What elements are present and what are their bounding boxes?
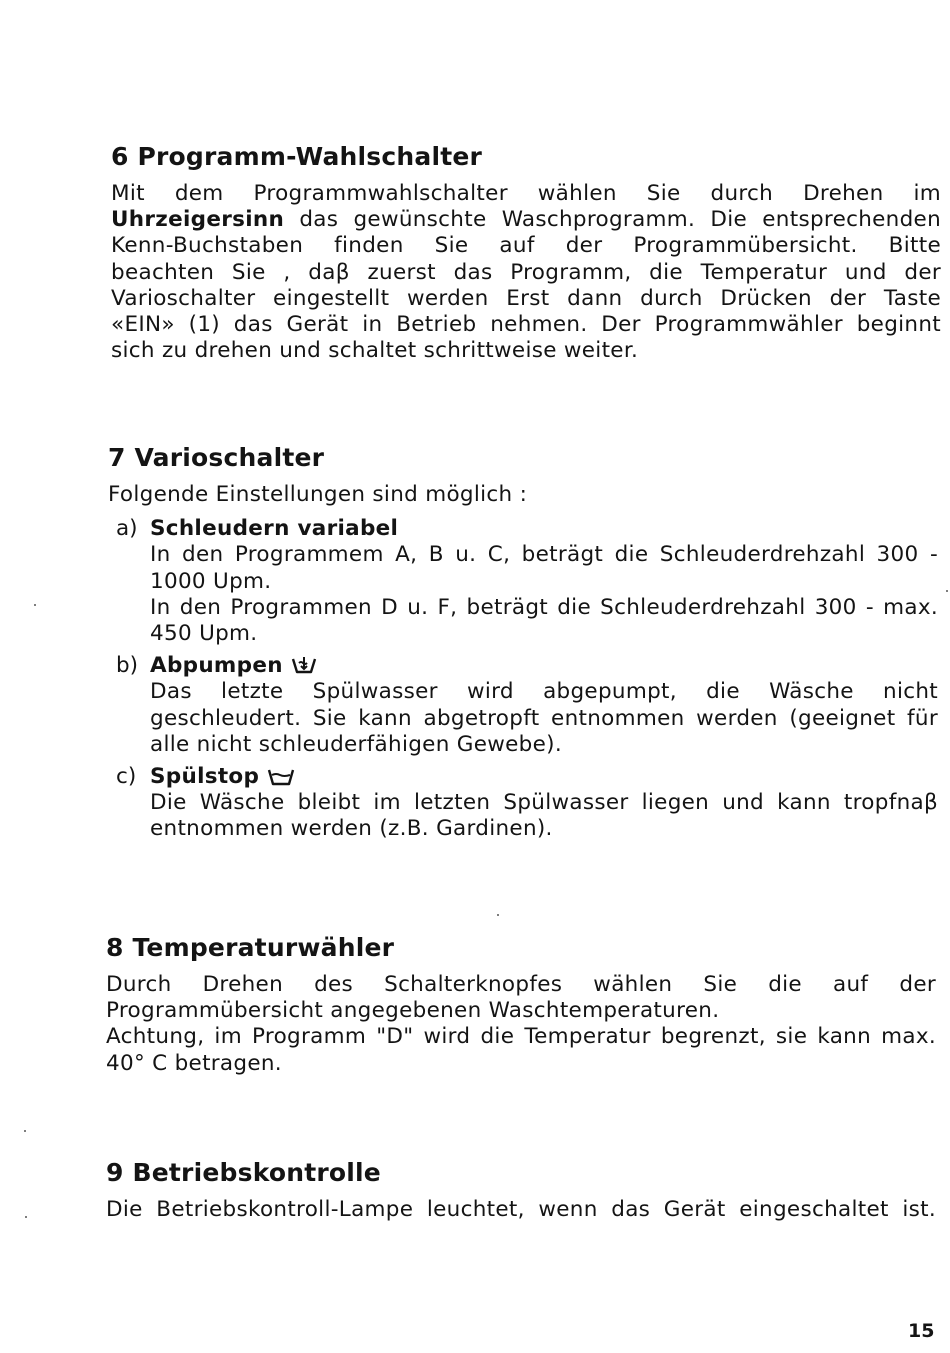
section-temperaturwaehler — [106, 932, 936, 1077]
text-line: «EIN» (1) das Gerät in Betrieb nehmen. Der Programmwähler beginnt — [111, 312, 941, 338]
rinse-hold-icon — [267, 767, 295, 787]
list-item — [108, 764, 938, 843]
list-item-title — [150, 516, 938, 542]
text-line: Mit dem Programmwahlschalter wählen Sie durch Drehen im — [111, 181, 941, 206]
text-line: sich zu drehen und schaltet schrittweise weiter. — [111, 338, 639, 364]
section-varioschalter — [108, 442, 938, 843]
section-body — [106, 972, 936, 1077]
text-line: In den Programmen D u. F, beträgt die Schleuderdrehzahl 300 - max. — [150, 594, 938, 620]
text-line: Die Wäsche bleibt im letzten Spülwasser liegen und kann tropfnaβ — [150, 790, 938, 816]
list-item-content — [150, 653, 938, 758]
text-line: 450 Upm. — [150, 621, 258, 647]
section-programm-wahlschalter — [111, 141, 941, 364]
text-line: Folgende Einstellungen sind möglich : — [108, 482, 528, 507]
title-text: Schleudern variabel — [150, 516, 399, 542]
text-line: Achtung, im Programm "D" wird die Temperatur begrenzt, sie kann max. — [106, 1024, 936, 1050]
bold-term: Uhrzeigersinn — [111, 207, 285, 233]
text-line: geschleudert. Sie kann abgetropft entnommen werden (geeignet für — [150, 705, 938, 731]
text-line: 40° C betragen. — [106, 1050, 282, 1076]
text-line: Durch Drehen des Schalterknopfes wählen Sie die auf der — [106, 972, 936, 997]
title-text: Spülstop — [150, 764, 260, 790]
section-body — [111, 181, 941, 364]
page-number: 15 — [908, 1320, 935, 1342]
scan-speck — [34, 604, 36, 606]
text-line: Die Betriebskontroll-Lampe leuchtet, wenn das Gerät eingeschaltet ist. — [106, 1197, 936, 1222]
section-intro — [108, 482, 938, 508]
list-item — [108, 516, 938, 647]
list-item-title — [150, 653, 938, 679]
section-body — [106, 1197, 936, 1223]
scan-speck — [497, 914, 499, 916]
text-fragment: das gewünschte Waschprogramm. Die entsprechenden — [299, 207, 942, 233]
scan-speck — [946, 590, 948, 592]
list-marker: a) — [116, 516, 138, 542]
pump-out-icon — [291, 655, 317, 677]
section-heading: 8 Temperaturwähler — [106, 933, 395, 962]
text-line — [111, 207, 941, 233]
list-marker: c) — [116, 764, 137, 790]
section-heading: 7 Varioschalter — [108, 443, 325, 472]
text-line: Programmübersicht angegebenen Waschtemperaturen. — [106, 998, 720, 1024]
text-line: In den Programmem A, B u. C, beträgt die Schleuderdrehzahl 300 - — [150, 542, 938, 568]
section-betriebskontrolle — [106, 1157, 936, 1223]
text-line: beachten Sie , daβ zuerst das Programm, die Temperatur und der — [111, 259, 941, 285]
list-item — [108, 653, 938, 758]
text-line: entnommen werden (z.B. Gardinen). — [150, 816, 553, 842]
list-item-title — [150, 764, 938, 790]
list-item-text — [150, 790, 938, 842]
list-item-text — [150, 679, 938, 758]
text-line: alle nicht schleuderfähigen Gewebe). — [150, 731, 562, 757]
scan-speck — [24, 1130, 26, 1132]
list-marker: b) — [116, 653, 139, 679]
text-line: Das letzte Spülwasser wird abgepumpt, die Wäsche nicht — [150, 679, 938, 705]
list-item-content — [150, 516, 938, 647]
section-heading: 6 Programm-Wahlschalter — [111, 142, 483, 171]
list-item-content — [150, 764, 938, 843]
title-text: Abpumpen — [150, 653, 283, 679]
text-line: Kenn-Buchstaben finden Sie auf der Programmübersicht. Bitte — [111, 233, 941, 259]
text-line: 1000 Upm. — [150, 568, 272, 594]
text-line: Varioschalter eingestellt werden Erst dann durch Drücken der Taste — [111, 285, 941, 311]
section-heading: 9 Betriebskontrolle — [106, 1158, 381, 1187]
list-item-text — [150, 542, 938, 647]
scan-speck — [25, 1216, 27, 1218]
